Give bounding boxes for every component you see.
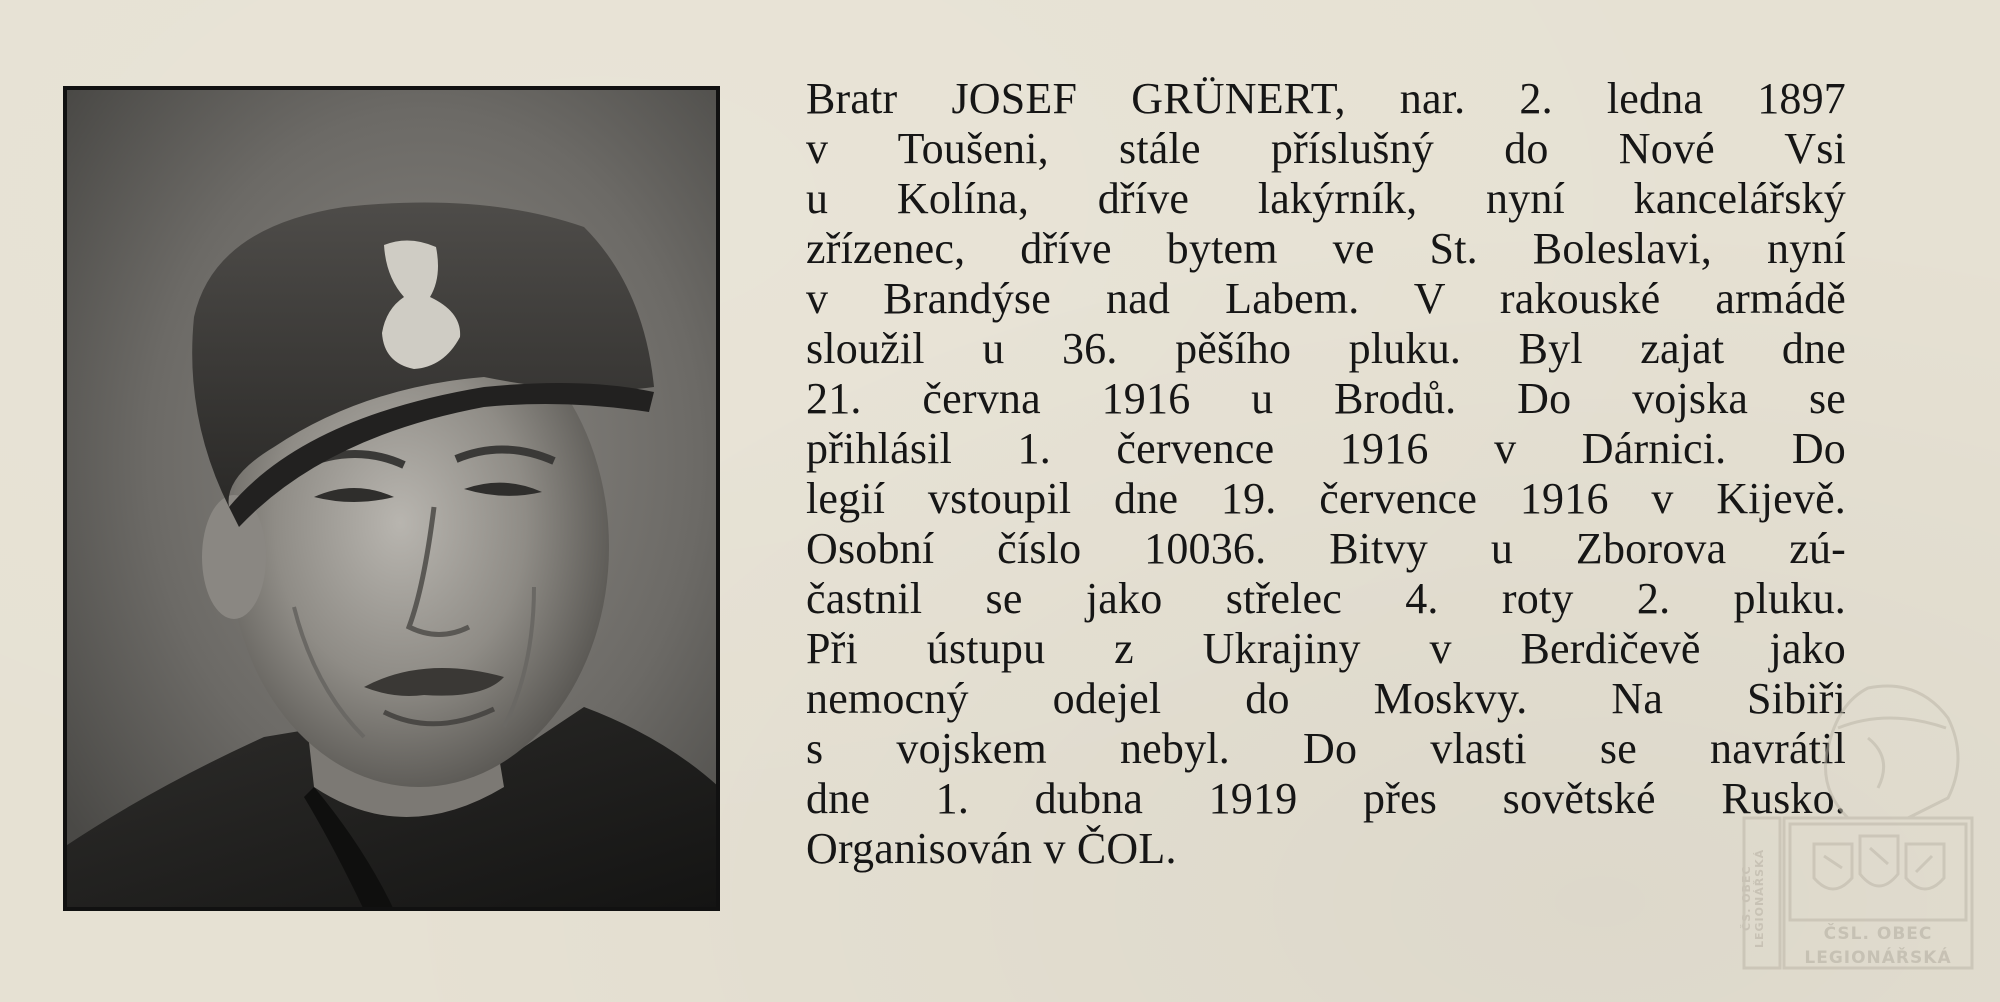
bio-line: v Brandýse nad Labem. V rakouské armádě [806,274,1846,323]
portrait-photo [64,87,719,910]
bio-line: s vojskem nebyl. Do vlasti se navrátil [806,724,1846,773]
seal-side-text: ČS. OBEC LEGIONÁŘSKÁ [1740,848,1766,948]
bio-line: zřízenec, dříve bytem ve St. Boleslavi, nyní [806,224,1846,273]
bio-line: legií vstoupil dne 19. července 1916 v Kijevě. [806,474,1846,523]
bio-line: Při ústupu z Ukrajiny v Berdičevě jako [806,624,1846,673]
seal-text-bottom: LEGIONÁŘSKÁ [1804,948,1952,968]
bio-line: 21. června 1916 u Brodů. Do vojska se [806,374,1846,423]
bio-line: nemocný odejel do Moskvy. Na Sibiři [806,674,1846,723]
bio-line: Osobní číslo 10036. Bitvy u Zborova zú- [806,524,1846,573]
bio-line: Bratr JOSEF GRÜNERT, nar. 2. ledna 1897 [806,74,1846,123]
bio-line: sloužil u 36. pěšího pluku. Byl zajat dne [806,324,1846,373]
biography-text [806,74,1846,874]
bio-line: častnil se jako střelec 4. roty 2. pluku. [806,574,1846,623]
bio-line: dne 1. dubna 1919 přes sovětské Rusko. [806,774,1846,823]
seal-text-top: ČSL. OBEC [1823,924,1933,944]
legion-seal-watermark [1718,668,1980,990]
bio-line: u Kolína, dříve lakýrník, nyní kancelářský [806,174,1846,223]
bio-line: v Toušeni, stále příslušný do Nové Vsi [806,124,1846,173]
bio-line-last: Organisován v ČOL. [806,824,1177,873]
bio-line: přihlásil 1. července 1916 v Dárnici. Do [806,424,1846,473]
portrait-image [64,87,719,910]
